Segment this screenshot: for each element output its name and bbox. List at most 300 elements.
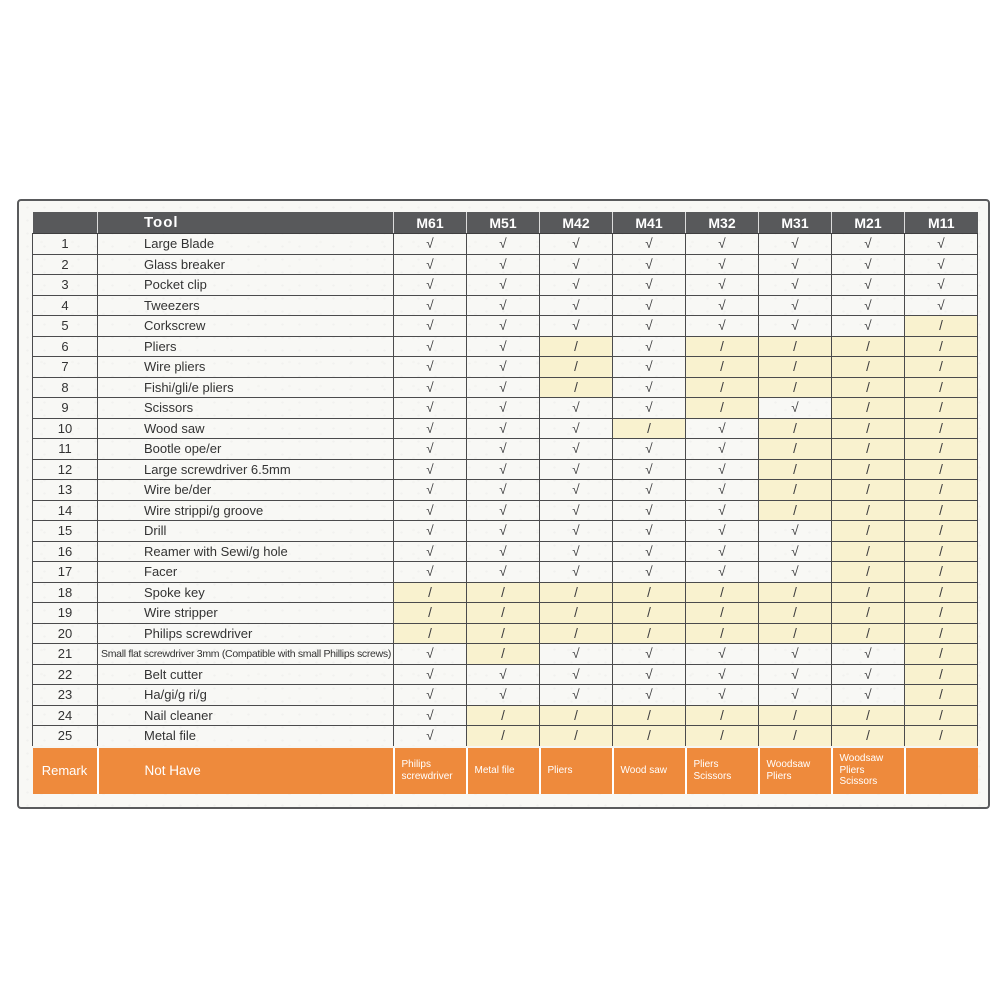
availability-missing-cell: / [467, 726, 540, 747]
comparison-table-frame [17, 199, 990, 809]
availability-check-cell: √ [613, 357, 686, 378]
availability-check-cell: √ [467, 500, 540, 521]
availability-missing-cell: / [686, 336, 759, 357]
availability-missing-cell: / [540, 357, 613, 378]
availability-missing-cell: / [759, 418, 832, 439]
availability-check-cell: √ [394, 644, 467, 665]
availability-missing-cell: / [832, 398, 905, 419]
availability-check-cell: √ [759, 275, 832, 296]
tool-name-cell: Drill [98, 521, 394, 542]
table-row [33, 459, 978, 480]
model-column-header-m51: M51 [467, 212, 540, 234]
availability-missing-cell: / [905, 705, 978, 726]
availability-check-cell: √ [686, 254, 759, 275]
tool-name-cell: Tweezers [98, 295, 394, 316]
availability-check-cell: √ [540, 459, 613, 480]
tool-name-cell: Corkscrew [98, 316, 394, 337]
availability-check-cell: √ [394, 398, 467, 419]
availability-check-cell: √ [613, 336, 686, 357]
availability-check-cell: √ [540, 398, 613, 419]
availability-check-cell: √ [613, 234, 686, 255]
availability-check-cell: √ [832, 254, 905, 275]
availability-missing-cell: / [905, 521, 978, 542]
availability-missing-cell: / [905, 500, 978, 521]
availability-check-cell: √ [467, 418, 540, 439]
availability-missing-cell: / [905, 459, 978, 480]
availability-check-cell: √ [832, 316, 905, 337]
availability-missing-cell: / [759, 357, 832, 378]
availability-missing-cell: / [832, 357, 905, 378]
availability-check-cell: √ [686, 418, 759, 439]
table-row [33, 439, 978, 460]
availability-check-cell: √ [613, 398, 686, 419]
table-row [33, 295, 978, 316]
table-header [33, 212, 978, 234]
availability-missing-cell: / [905, 623, 978, 644]
availability-check-cell: √ [613, 685, 686, 706]
availability-check-cell: √ [467, 439, 540, 460]
row-number-cell: 17 [33, 562, 98, 583]
table-body [33, 234, 978, 747]
availability-check-cell: √ [759, 664, 832, 685]
availability-check-cell: √ [467, 234, 540, 255]
row-number-cell: 12 [33, 459, 98, 480]
availability-check-cell: √ [540, 521, 613, 542]
tool-name-cell: Pocket clip [98, 275, 394, 296]
availability-missing-cell: / [905, 398, 978, 419]
row-number-cell: 3 [33, 275, 98, 296]
availability-missing-cell: / [905, 377, 978, 398]
availability-missing-cell: / [905, 603, 978, 624]
availability-missing-cell: / [832, 582, 905, 603]
tool-column-header: Tool [98, 212, 394, 234]
availability-check-cell: √ [686, 664, 759, 685]
availability-missing-cell: / [686, 582, 759, 603]
availability-check-cell: √ [905, 254, 978, 275]
tool-name-cell: Nail cleaner [98, 705, 394, 726]
table-row [33, 603, 978, 624]
model-column-header-m41: M41 [613, 212, 686, 234]
availability-check-cell: √ [467, 562, 540, 583]
remark-label-cell: Remark [33, 747, 98, 794]
availability-check-cell: √ [613, 562, 686, 583]
availability-missing-cell: / [686, 357, 759, 378]
availability-check-cell: √ [467, 336, 540, 357]
tool-name-cell: Belt cutter [98, 664, 394, 685]
availability-check-cell: √ [394, 500, 467, 521]
availability-check-cell: √ [759, 644, 832, 665]
availability-check-cell: √ [540, 295, 613, 316]
availability-check-cell: √ [467, 377, 540, 398]
availability-check-cell: √ [613, 295, 686, 316]
availability-missing-cell: / [613, 705, 686, 726]
availability-check-cell: √ [467, 664, 540, 685]
table-row [33, 521, 978, 542]
row-number-cell: 14 [33, 500, 98, 521]
availability-check-cell: √ [394, 357, 467, 378]
availability-check-cell: √ [540, 275, 613, 296]
availability-check-cell: √ [467, 685, 540, 706]
availability-missing-cell: / [905, 336, 978, 357]
availability-check-cell: √ [394, 521, 467, 542]
availability-check-cell: √ [467, 521, 540, 542]
table-row [33, 377, 978, 398]
availability-check-cell: √ [686, 562, 759, 583]
availability-missing-cell: / [905, 664, 978, 685]
availability-missing-cell: / [832, 521, 905, 542]
availability-missing-cell: / [759, 480, 832, 501]
availability-check-cell: √ [613, 439, 686, 460]
tool-name-cell: Large Blade [98, 234, 394, 255]
availability-check-cell: √ [759, 541, 832, 562]
tool-name-cell: Philips screwdriver [98, 623, 394, 644]
row-number-cell: 2 [33, 254, 98, 275]
availability-missing-cell: / [540, 603, 613, 624]
tool-comparison-table [32, 212, 978, 794]
availability-missing-cell: / [759, 439, 832, 460]
remark-missing-tools-cell: Metal file [467, 747, 540, 794]
availability-missing-cell: / [759, 500, 832, 521]
remark-missing-tools-cell: Wood saw [613, 747, 686, 794]
model-column-header-m21: M21 [832, 212, 905, 234]
availability-missing-cell: / [540, 377, 613, 398]
availability-missing-cell: / [832, 726, 905, 747]
row-number-cell: 10 [33, 418, 98, 439]
tool-name-cell: Glass breaker [98, 254, 394, 275]
row-number-cell: 22 [33, 664, 98, 685]
availability-check-cell: √ [540, 418, 613, 439]
availability-check-cell: √ [686, 500, 759, 521]
table-row [33, 398, 978, 419]
tool-name-cell: Large screwdriver 6.5mm [98, 459, 394, 480]
row-number-cell: 23 [33, 685, 98, 706]
availability-check-cell: √ [467, 254, 540, 275]
availability-missing-cell: / [832, 562, 905, 583]
availability-check-cell: √ [759, 685, 832, 706]
availability-missing-cell: / [759, 582, 832, 603]
table-row [33, 234, 978, 255]
availability-check-cell: √ [686, 439, 759, 460]
availability-check-cell: √ [394, 295, 467, 316]
availability-check-cell: √ [613, 541, 686, 562]
availability-check-cell: √ [686, 685, 759, 706]
row-number-cell: 8 [33, 377, 98, 398]
availability-check-cell: √ [540, 254, 613, 275]
availability-check-cell: √ [394, 377, 467, 398]
availability-check-cell: √ [759, 521, 832, 542]
row-number-cell: 4 [33, 295, 98, 316]
availability-check-cell: √ [613, 275, 686, 296]
availability-missing-cell: / [540, 623, 613, 644]
availability-check-cell: √ [686, 480, 759, 501]
tool-name-cell: Scissors [98, 398, 394, 419]
availability-missing-cell: / [540, 336, 613, 357]
availability-missing-cell: / [613, 726, 686, 747]
availability-check-cell: √ [759, 398, 832, 419]
availability-missing-cell: / [467, 705, 540, 726]
availability-check-cell: √ [540, 439, 613, 460]
availability-check-cell: √ [613, 377, 686, 398]
availability-check-cell: √ [686, 316, 759, 337]
availability-check-cell: √ [394, 275, 467, 296]
availability-missing-cell: / [832, 459, 905, 480]
availability-missing-cell: / [686, 705, 759, 726]
availability-missing-cell: / [467, 603, 540, 624]
availability-check-cell: √ [686, 295, 759, 316]
availability-missing-cell: / [467, 623, 540, 644]
remark-missing-tools-cell: Woodsaw Pliers [759, 747, 832, 794]
availability-check-cell: √ [467, 541, 540, 562]
availability-missing-cell: / [759, 459, 832, 480]
availability-check-cell: √ [759, 295, 832, 316]
availability-missing-cell: / [759, 336, 832, 357]
availability-missing-cell: / [832, 500, 905, 521]
availability-missing-cell: / [905, 582, 978, 603]
availability-check-cell: √ [905, 234, 978, 255]
table-row [33, 357, 978, 378]
availability-missing-cell: / [686, 603, 759, 624]
remark-missing-tools-cell: Pliers [540, 747, 613, 794]
availability-check-cell: √ [613, 664, 686, 685]
availability-missing-cell: / [613, 582, 686, 603]
availability-missing-cell: / [686, 398, 759, 419]
availability-missing-cell: / [613, 623, 686, 644]
availability-check-cell: √ [394, 705, 467, 726]
availability-check-cell: √ [540, 685, 613, 706]
availability-check-cell: √ [467, 398, 540, 419]
remark-missing-tools-cell: Woodsaw Pliers Scissors [832, 747, 905, 794]
availability-missing-cell: / [905, 316, 978, 337]
availability-missing-cell: / [759, 623, 832, 644]
tool-name-cell: Wire stripper [98, 603, 394, 624]
availability-missing-cell: / [832, 480, 905, 501]
row-number-cell: 20 [33, 623, 98, 644]
availability-check-cell: √ [540, 480, 613, 501]
availability-check-cell: √ [467, 275, 540, 296]
tool-name-cell: Reamer with Sewi/g hole [98, 541, 394, 562]
availability-check-cell: √ [394, 480, 467, 501]
not-have-label-cell: Not Have [98, 747, 394, 794]
availability-check-cell: √ [540, 541, 613, 562]
table-row [33, 336, 978, 357]
tool-name-cell: Facer [98, 562, 394, 583]
availability-missing-cell: / [832, 603, 905, 624]
availability-check-cell: √ [540, 234, 613, 255]
table-row [33, 418, 978, 439]
model-column-header-m42: M42 [540, 212, 613, 234]
availability-check-cell: √ [540, 664, 613, 685]
row-number-cell: 16 [33, 541, 98, 562]
remark-row-tr [33, 747, 978, 794]
availability-check-cell: √ [394, 562, 467, 583]
availability-check-cell: √ [759, 562, 832, 583]
availability-check-cell: √ [686, 521, 759, 542]
availability-missing-cell: / [832, 439, 905, 460]
remark-missing-tools-cell [905, 747, 978, 794]
availability-check-cell: √ [686, 644, 759, 665]
availability-check-cell: √ [613, 459, 686, 480]
availability-missing-cell: / [394, 582, 467, 603]
availability-missing-cell: / [394, 623, 467, 644]
availability-check-cell: √ [832, 275, 905, 296]
availability-check-cell: √ [467, 459, 540, 480]
availability-check-cell: √ [613, 644, 686, 665]
availability-missing-cell: / [759, 377, 832, 398]
availability-missing-cell: / [905, 357, 978, 378]
availability-check-cell: √ [686, 541, 759, 562]
availability-check-cell: √ [832, 644, 905, 665]
tool-name-cell: Wire be/der [98, 480, 394, 501]
model-column-header-m11: M11 [905, 212, 978, 234]
table-row [33, 623, 978, 644]
model-column-header-m61: M61 [394, 212, 467, 234]
availability-check-cell: √ [394, 459, 467, 480]
availability-check-cell: √ [832, 295, 905, 316]
tool-name-cell: Ha/gi/g ri/g [98, 685, 394, 706]
model-column-header-m31: M31 [759, 212, 832, 234]
availability-check-cell: √ [905, 275, 978, 296]
row-number-cell: 13 [33, 480, 98, 501]
availability-check-cell: √ [613, 480, 686, 501]
tool-name-cell: Fishi/gli/e pliers [98, 377, 394, 398]
availability-check-cell: √ [394, 254, 467, 275]
availability-missing-cell: / [467, 644, 540, 665]
row-number-cell: 6 [33, 336, 98, 357]
availability-check-cell: √ [832, 234, 905, 255]
availability-missing-cell: / [613, 418, 686, 439]
availability-missing-cell: / [905, 480, 978, 501]
tool-name-cell: Wire strippi/g groove [98, 500, 394, 521]
table-row [33, 726, 978, 747]
availability-check-cell: √ [540, 316, 613, 337]
table-row [33, 685, 978, 706]
availability-missing-cell: / [905, 644, 978, 665]
row-number-cell: 9 [33, 398, 98, 419]
availability-missing-cell: / [759, 705, 832, 726]
row-number-cell: 18 [33, 582, 98, 603]
availability-check-cell: √ [394, 316, 467, 337]
availability-check-cell: √ [613, 521, 686, 542]
availability-check-cell: √ [759, 234, 832, 255]
model-column-header-m32: M32 [686, 212, 759, 234]
availability-missing-cell: / [613, 603, 686, 624]
row-number-cell: 25 [33, 726, 98, 747]
availability-missing-cell: / [905, 541, 978, 562]
availability-check-cell: √ [394, 418, 467, 439]
availability-check-cell: √ [394, 336, 467, 357]
availability-missing-cell: / [394, 603, 467, 624]
row-number-cell: 7 [33, 357, 98, 378]
availability-check-cell: √ [832, 664, 905, 685]
row-number-cell: 21 [33, 644, 98, 665]
availability-check-cell: √ [394, 541, 467, 562]
row-number-cell: 11 [33, 439, 98, 460]
availability-missing-cell: / [905, 562, 978, 583]
availability-check-cell: √ [613, 500, 686, 521]
availability-check-cell: √ [832, 685, 905, 706]
tool-name-cell: Wire pliers [98, 357, 394, 378]
row-number-cell: 5 [33, 316, 98, 337]
availability-missing-cell: / [759, 726, 832, 747]
row-number-cell: 15 [33, 521, 98, 542]
table-row [33, 562, 978, 583]
row-number-cell: 24 [33, 705, 98, 726]
availability-check-cell: √ [540, 562, 613, 583]
availability-missing-cell: / [832, 418, 905, 439]
availability-check-cell: √ [613, 254, 686, 275]
tool-name-cell: Small flat screwdriver 3mm (Compatible with small Phillips screws) [98, 644, 394, 665]
table-corner-cell [33, 212, 98, 234]
table-row [33, 480, 978, 501]
availability-missing-cell: / [686, 726, 759, 747]
availability-check-cell: √ [759, 316, 832, 337]
availability-missing-cell: / [540, 726, 613, 747]
availability-check-cell: √ [394, 234, 467, 255]
availability-missing-cell: / [686, 623, 759, 644]
availability-check-cell: √ [540, 500, 613, 521]
availability-check-cell: √ [467, 357, 540, 378]
availability-check-cell: √ [467, 316, 540, 337]
availability-check-cell: √ [759, 254, 832, 275]
availability-check-cell: √ [394, 726, 467, 747]
availability-missing-cell: / [905, 726, 978, 747]
availability-missing-cell: / [686, 377, 759, 398]
remark-missing-tools-cell: Pliers Scissors [686, 747, 759, 794]
header-row [33, 212, 978, 234]
availability-check-cell: √ [686, 275, 759, 296]
table-row [33, 541, 978, 562]
availability-check-cell: √ [394, 439, 467, 460]
availability-missing-cell: / [540, 705, 613, 726]
tool-name-cell: Spoke key [98, 582, 394, 603]
availability-missing-cell: / [832, 377, 905, 398]
availability-missing-cell: / [832, 705, 905, 726]
availability-check-cell: √ [467, 295, 540, 316]
table-row [33, 275, 978, 296]
availability-check-cell: √ [540, 644, 613, 665]
tool-name-cell: Wood saw [98, 418, 394, 439]
table-row [33, 582, 978, 603]
availability-missing-cell: / [832, 541, 905, 562]
tool-name-cell: Metal file [98, 726, 394, 747]
availability-missing-cell: / [759, 603, 832, 624]
availability-missing-cell: / [832, 623, 905, 644]
availability-missing-cell: / [467, 582, 540, 603]
availability-check-cell: √ [905, 295, 978, 316]
table-row [33, 254, 978, 275]
availability-check-cell: √ [686, 234, 759, 255]
availability-missing-cell: / [832, 336, 905, 357]
table-row [33, 500, 978, 521]
availability-missing-cell: / [905, 439, 978, 460]
row-number-cell: 19 [33, 603, 98, 624]
remark-row [33, 747, 978, 794]
row-number-cell: 1 [33, 234, 98, 255]
availability-check-cell: √ [467, 480, 540, 501]
table-row [33, 705, 978, 726]
table-row [33, 644, 978, 665]
tool-name-cell: Bootle ope/er [98, 439, 394, 460]
availability-check-cell: √ [394, 685, 467, 706]
availability-check-cell: √ [613, 316, 686, 337]
availability-check-cell: √ [394, 664, 467, 685]
remark-missing-tools-cell: Philips screwdriver [394, 747, 467, 794]
availability-missing-cell: / [540, 582, 613, 603]
table-row [33, 316, 978, 337]
tool-name-cell: Pliers [98, 336, 394, 357]
availability-missing-cell: / [905, 418, 978, 439]
table-row [33, 664, 978, 685]
